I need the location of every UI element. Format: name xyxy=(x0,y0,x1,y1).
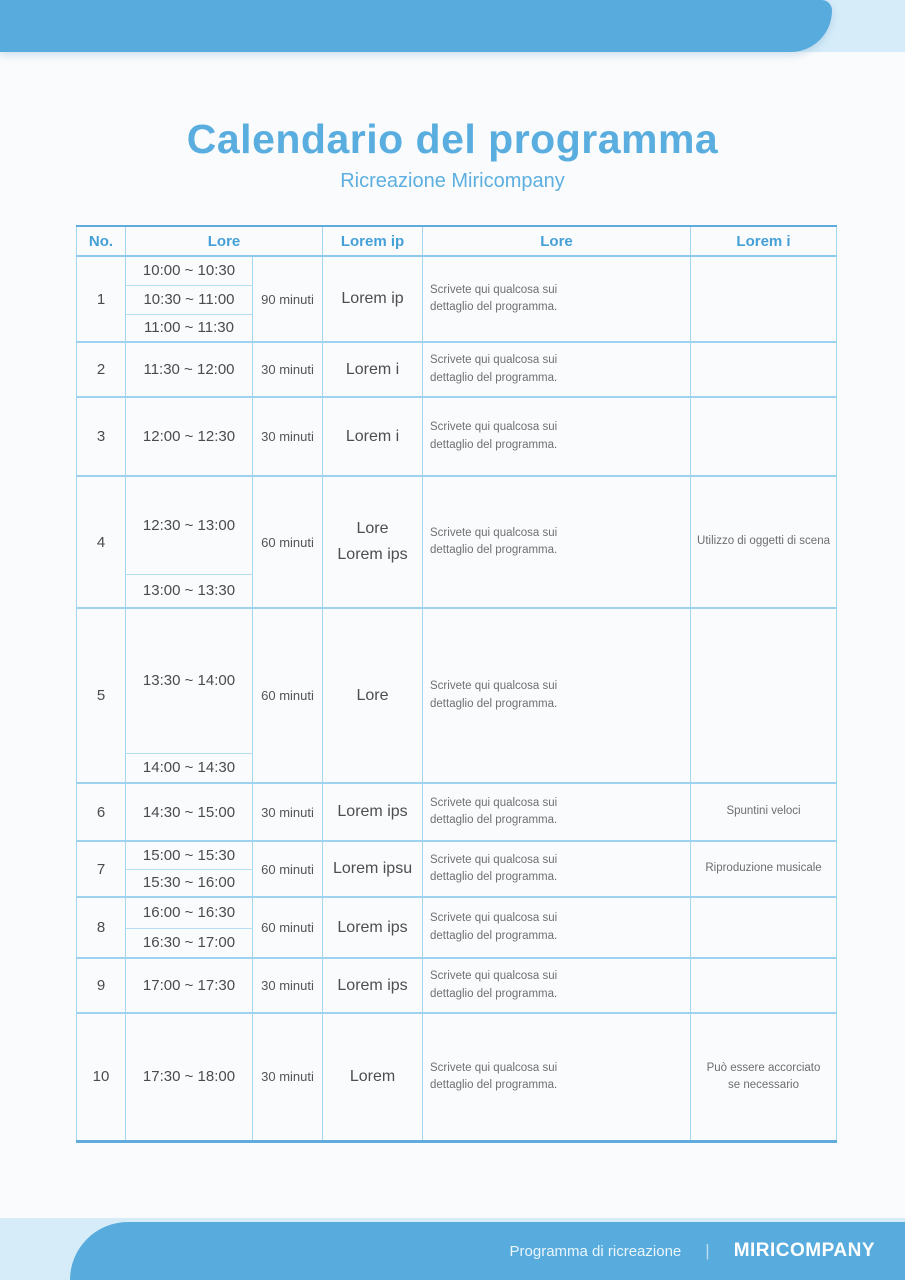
time-slot: 13:00 ~ 13:30 xyxy=(126,574,253,608)
row-number: 6 xyxy=(77,783,126,841)
row-number: 3 xyxy=(77,397,126,476)
duration: 30 minuti xyxy=(253,397,323,476)
row-number: 7 xyxy=(77,841,126,897)
table-row xyxy=(77,783,837,841)
table-row xyxy=(77,342,837,397)
note xyxy=(691,342,837,397)
activity xyxy=(323,397,423,476)
duration: 30 minuti xyxy=(253,342,323,397)
activity-text: Lorem ips xyxy=(337,803,408,821)
row-number: 5 xyxy=(77,608,126,783)
table-row xyxy=(77,608,837,783)
row-number: 9 xyxy=(77,958,126,1013)
note xyxy=(691,256,837,342)
time-slot: 12:30 ~ 13:00 xyxy=(126,476,253,574)
footer-accent-bar xyxy=(70,1222,905,1280)
activity-text: Lore Lorem ips xyxy=(337,520,408,563)
activity-text: Lorem i xyxy=(345,360,400,378)
top-accent-band xyxy=(0,0,905,52)
table-row xyxy=(77,476,837,608)
activity-text: Lorem xyxy=(349,1067,396,1085)
note xyxy=(691,897,837,958)
time-slot: 17:00 ~ 17:30 xyxy=(126,958,253,1013)
duration: 30 minuti xyxy=(253,1013,323,1141)
activity xyxy=(323,897,423,958)
table-header-row xyxy=(77,226,837,256)
activity xyxy=(323,342,423,397)
time-slot: 14:30 ~ 15:00 xyxy=(126,783,253,841)
duration: 60 minuti xyxy=(253,476,323,608)
note-text: Spuntini veloci xyxy=(726,805,801,818)
time-slot: 11:00 ~ 11:30 xyxy=(126,314,253,342)
note xyxy=(691,397,837,476)
activity xyxy=(323,783,423,841)
activity-text: Lorem ips xyxy=(337,976,408,994)
page-title: Calendario del programma xyxy=(186,116,719,162)
note-text: Può essere accorciato se necessario xyxy=(706,1061,821,1091)
note xyxy=(691,958,837,1013)
activity xyxy=(323,256,423,342)
duration: 30 minuti xyxy=(253,783,323,841)
time-slot: 15:00 ~ 15:30 xyxy=(126,841,253,869)
description-text: Scrivete qui qualcosa sui dettaglio del programma. xyxy=(430,853,558,883)
activity-text: Lorem ipsu xyxy=(332,860,413,878)
table-row xyxy=(77,958,837,1013)
footer-label: Programma di ricreazione xyxy=(509,1242,682,1260)
description-text: Scrivete qui qualcosa sui dettaglio del programma. xyxy=(430,283,558,313)
note-text: Riproduzione musicale xyxy=(705,862,822,875)
page-subtitle: Ricreazione Miricompany xyxy=(340,170,565,193)
activity xyxy=(323,841,423,897)
row-number: 1 xyxy=(77,256,126,342)
header-no: No. xyxy=(77,226,126,256)
note xyxy=(691,783,837,841)
activity xyxy=(323,476,423,608)
time-slot: 10:30 ~ 11:00 xyxy=(126,285,253,314)
activity xyxy=(323,958,423,1013)
header-time: Lore xyxy=(126,226,323,256)
activity-text: Lorem ip xyxy=(341,290,404,308)
description xyxy=(423,958,691,1013)
note xyxy=(691,608,837,783)
description-text: Scrivete qui qualcosa sui dettaglio del programma. xyxy=(430,912,558,942)
activity xyxy=(323,1013,423,1141)
description-text: Scrivete qui qualcosa sui dettaglio del programma. xyxy=(430,1061,558,1091)
description-text: Scrivete qui qualcosa sui dettaglio del programma. xyxy=(430,680,558,710)
description-text: Scrivete qui qualcosa sui dettaglio del programma. xyxy=(430,526,558,556)
description-text: Scrivete qui qualcosa sui dettaglio del programma. xyxy=(430,970,558,1000)
description xyxy=(423,1013,691,1141)
program-table xyxy=(76,225,837,1143)
top-accent-bar xyxy=(0,0,832,52)
time-slot: 11:30 ~ 12:00 xyxy=(126,342,253,397)
description xyxy=(423,342,691,397)
duration: 60 minuti xyxy=(253,897,323,958)
header-activity: Lorem ip xyxy=(323,226,423,256)
description xyxy=(423,783,691,841)
footer-brand: MIRICOMPANY xyxy=(733,1240,875,1261)
duration: 90 minuti xyxy=(253,256,323,342)
row-number: 8 xyxy=(77,897,126,958)
note xyxy=(691,1013,837,1141)
note-text: Utilizzo di oggetti di scena xyxy=(697,535,830,548)
time-slot: 14:00 ~ 14:30 xyxy=(126,753,253,783)
row-number: 2 xyxy=(77,342,126,397)
description xyxy=(423,476,691,608)
time-slot: 16:00 ~ 16:30 xyxy=(126,897,253,928)
time-slot: 13:30 ~ 14:00 xyxy=(126,608,253,753)
footer-separator: | xyxy=(705,1241,710,1260)
time-slot: 10:00 ~ 10:30 xyxy=(126,256,253,285)
duration: 30 minuti xyxy=(253,958,323,1013)
description-text: Scrivete qui qualcosa sui dettaglio del programma. xyxy=(430,421,558,451)
row-number: 10 xyxy=(77,1013,126,1141)
note xyxy=(691,841,837,897)
note xyxy=(691,476,837,608)
header-note: Lorem i xyxy=(691,226,837,256)
table-row xyxy=(77,1013,837,1141)
description xyxy=(423,897,691,958)
description xyxy=(423,397,691,476)
table-row xyxy=(77,841,837,897)
time-slot: 17:30 ~ 18:00 xyxy=(126,1013,253,1141)
table-row xyxy=(77,256,837,342)
description xyxy=(423,256,691,342)
table-row xyxy=(77,397,837,476)
duration: 60 minuti xyxy=(253,841,323,897)
header-description: Lore xyxy=(423,226,691,256)
table-row xyxy=(77,897,837,958)
duration: 60 minuti xyxy=(253,608,323,783)
description-text: Scrivete qui qualcosa sui dettaglio del programma. xyxy=(430,354,558,384)
activity-text: Lorem i xyxy=(345,427,400,445)
activity-text: Lorem ips xyxy=(337,918,408,936)
description xyxy=(423,608,691,783)
row-number: 4 xyxy=(77,476,126,608)
activity-text: Lore xyxy=(356,686,389,704)
description-text: Scrivete qui qualcosa sui dettaglio del programma. xyxy=(430,796,558,826)
description xyxy=(423,841,691,897)
time-slot: 16:30 ~ 17:00 xyxy=(126,928,253,958)
title-block xyxy=(0,116,905,193)
time-slot: 12:00 ~ 12:30 xyxy=(126,397,253,476)
footer-accent-band xyxy=(0,1218,905,1280)
time-slot: 15:30 ~ 16:00 xyxy=(126,869,253,897)
activity xyxy=(323,608,423,783)
